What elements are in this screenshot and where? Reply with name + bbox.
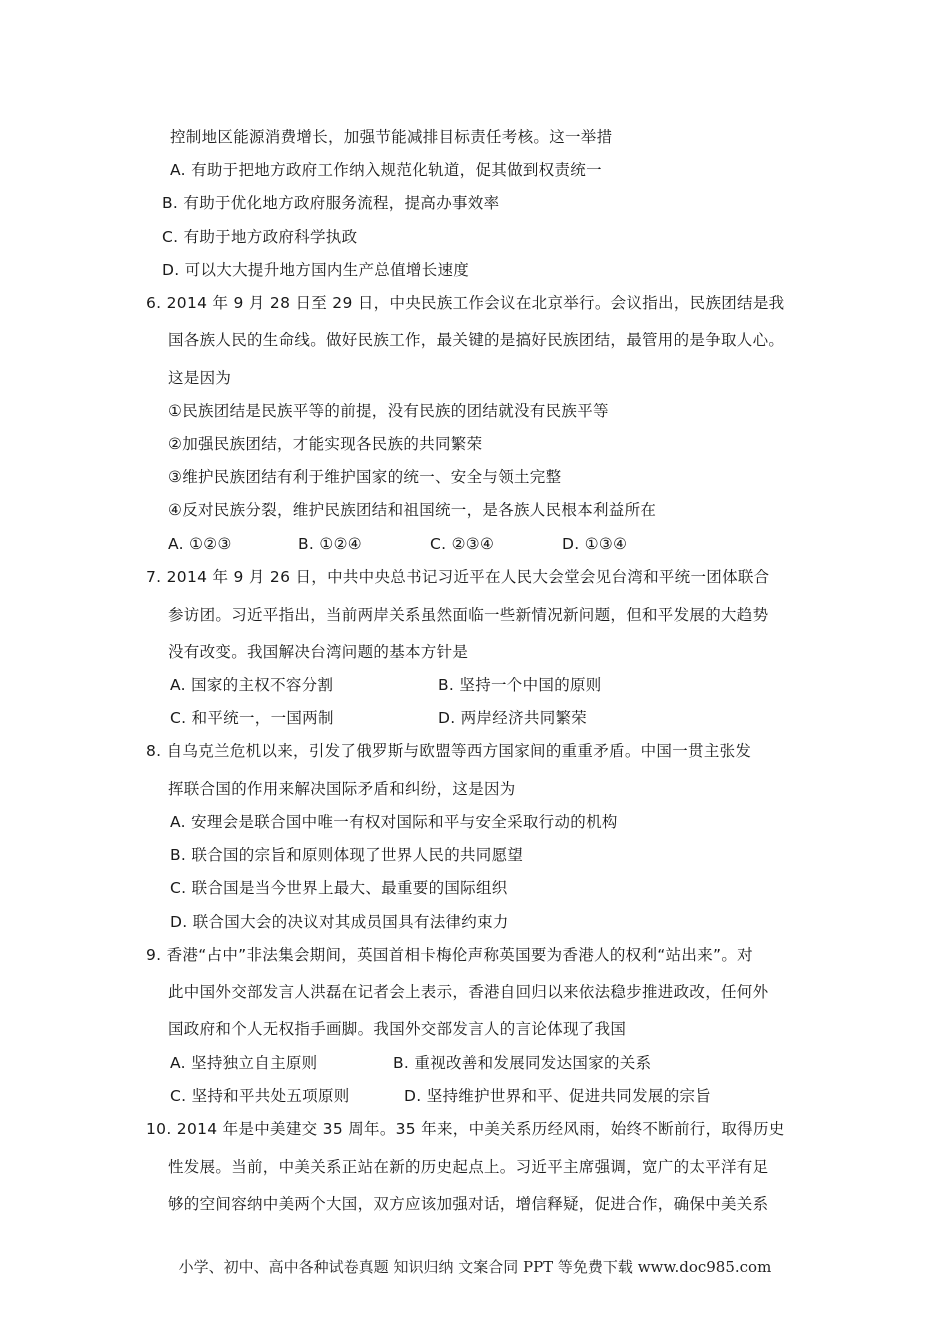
option-c: C. 联合国是当今世界上最大、最重要的国际组织 [170,879,508,897]
option-d: D. 坚持维护世界和平、促进共同发展的宗旨 [404,1087,712,1105]
statement-4: ④反对民族分裂，维护民族团结和祖国统一，是各族人民根本利益所在 [168,501,657,519]
question-7: 7. 2014 年 9 月 26 日，中共中央总书记习近平在人民大会堂会见台湾和平统一团体联合 [146,568,770,586]
option-b: B. 联合国的宗旨和原则体现了世界人民的共同愿望 [170,846,524,864]
option-c: C. 和平统一，一国两制 [170,709,334,727]
option-b: B. 有助于优化地方政府服务流程，提高办事效率 [162,194,500,212]
option-d: D. ①③④ [562,535,628,553]
option-c: C. ②③④ [430,535,495,553]
option-d: D. 可以大大提升地方国内生产总值增长速度 [162,261,470,279]
page-footer: 小学、初中、高中各种试卷真题 知识归纳 文案合同 PPT 等免费下载 www.doc985.com [178,1258,772,1276]
text-line: 控制地区能源消费增长，加强节能减排目标责任考核。这一举措 [170,128,613,146]
statement-3: ③维护民族团结有利于维护国家的统一、安全与领土完整 [168,468,562,486]
text-line: 此中国外交部发言人洪磊在记者会上表示，香港自回归以来依法稳步推进政改，任何外 [168,983,769,1001]
option-b: B. 坚持一个中国的原则 [438,676,602,694]
text-line: 够的空间容纳中美两个大国，双方应该加强对话，增信释疑，促进合作，确保中美关系 [168,1195,769,1213]
question-10: 10. 2014 年是中美建交 35 周年。35 年来，中美关系历经风雨，始终不断前行，取得历史 [146,1120,785,1138]
text-line: 国政府和个人无权指手画脚。我国外交部发言人的言论体现了我国 [168,1020,627,1038]
option-a: A. ①②③ [168,535,232,553]
statement-1: ①民族团结是民族平等的前提，没有民族的团结就没有民族平等 [168,402,609,420]
question-8: 8. 自乌克兰危机以来，引发了俄罗斯与欧盟等西方国家间的重重矛盾。中国一贯主张发 [146,742,752,760]
option-d: D. 联合国大会的决议对其成员国具有法律约束力 [170,913,509,931]
text-line: 国各族人民的生命线。做好民族工作，最关键的是搞好民族团结，最管用的是争取人心。 [168,331,785,349]
option-d: D. 两岸经济共同繁荣 [438,709,588,727]
option-c: C. 坚持和平共处五项原则 [170,1087,350,1105]
text-line: 挥联合国的作用来解决国际矛盾和纠纷，这是因为 [168,780,516,798]
option-a: A. 安理会是联合国中唯一有权对国际和平与安全采取行动的机构 [170,813,618,831]
option-a: A. 坚持独立自主原则 [170,1054,318,1072]
statement-2: ②加强民族团结，才能实现各民族的共同繁荣 [168,435,483,453]
option-b: B. 重视改善和发展同发达国家的关系 [393,1054,652,1072]
text-line: 性发展。当前，中美关系正站在新的历史起点上。习近平主席强调，宽广的太平洋有足 [168,1158,769,1176]
text-line: 参访团。习近平指出，当前两岸关系虽然面临一些新情况新问题，但和平发展的大趋势 [168,606,769,624]
text-line: 没有改变。我国解决台湾问题的基本方针是 [168,643,469,661]
question-9: 9. 香港“占中”非法集会期间，英国首相卡梅伦声称英国要为香港人的权利“站出来”。对 [146,946,753,964]
option-a: A. 有助于把地方政府工作纳入规范化轨道，促其做到权责统一 [170,161,602,179]
question-6: 6. 2014 年 9 月 28 日至 29 日，中央民族工作会议在北京举行。会议指出，民族团结是我 [146,294,785,312]
option-b: B. ①②④ [298,535,362,553]
text-line: 这是因为 [168,369,232,387]
option-c: C. 有助于地方政府科学执政 [162,228,358,246]
option-a: A. 国家的主权不容分割 [170,676,334,694]
